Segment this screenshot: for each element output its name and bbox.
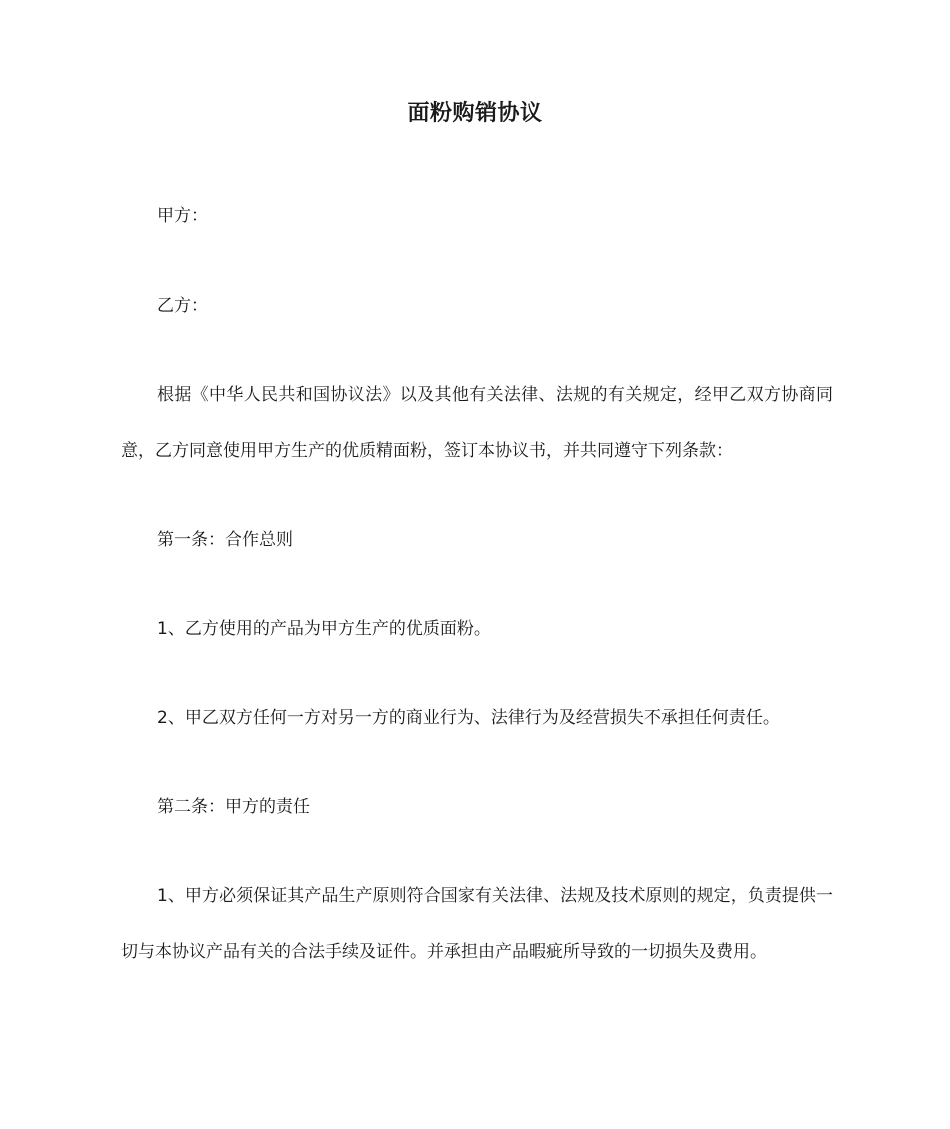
party-b-line: 乙方：	[157, 296, 208, 316]
party-a-line: 甲方：	[157, 206, 208, 226]
document-title: 面粉购销协议	[407, 101, 543, 126]
article-2-item-1: 1、甲方必须保证其产品生产原则符合国家有关法律、法规及技术原则的规定，负责提供一切与本协议产品有关的合法手续及证件。并承担由产品暇疵所导致的一切损失及费用。	[121, 886, 833, 962]
article-1-item-2: 2、甲乙双方任何一方对另一方的商业行为、法律行为及经营损失不承担任何责任。	[157, 708, 780, 728]
article-1-item-1: 1、乙方使用的产品为甲方生产的优质面粉。	[157, 619, 491, 639]
article-1-heading: 第一条：合作总则	[157, 530, 293, 550]
article-2-heading: 第二条：甲方的责任	[157, 797, 310, 817]
intro-paragraph: 根据《中华人民共和国协议法》以及其他有关法律、法规的有关规定，经甲乙双方协商同意，乙方同意使用甲方生产的优质精面粉，签订本协议书，并共同遵守下列条款：	[121, 385, 833, 461]
